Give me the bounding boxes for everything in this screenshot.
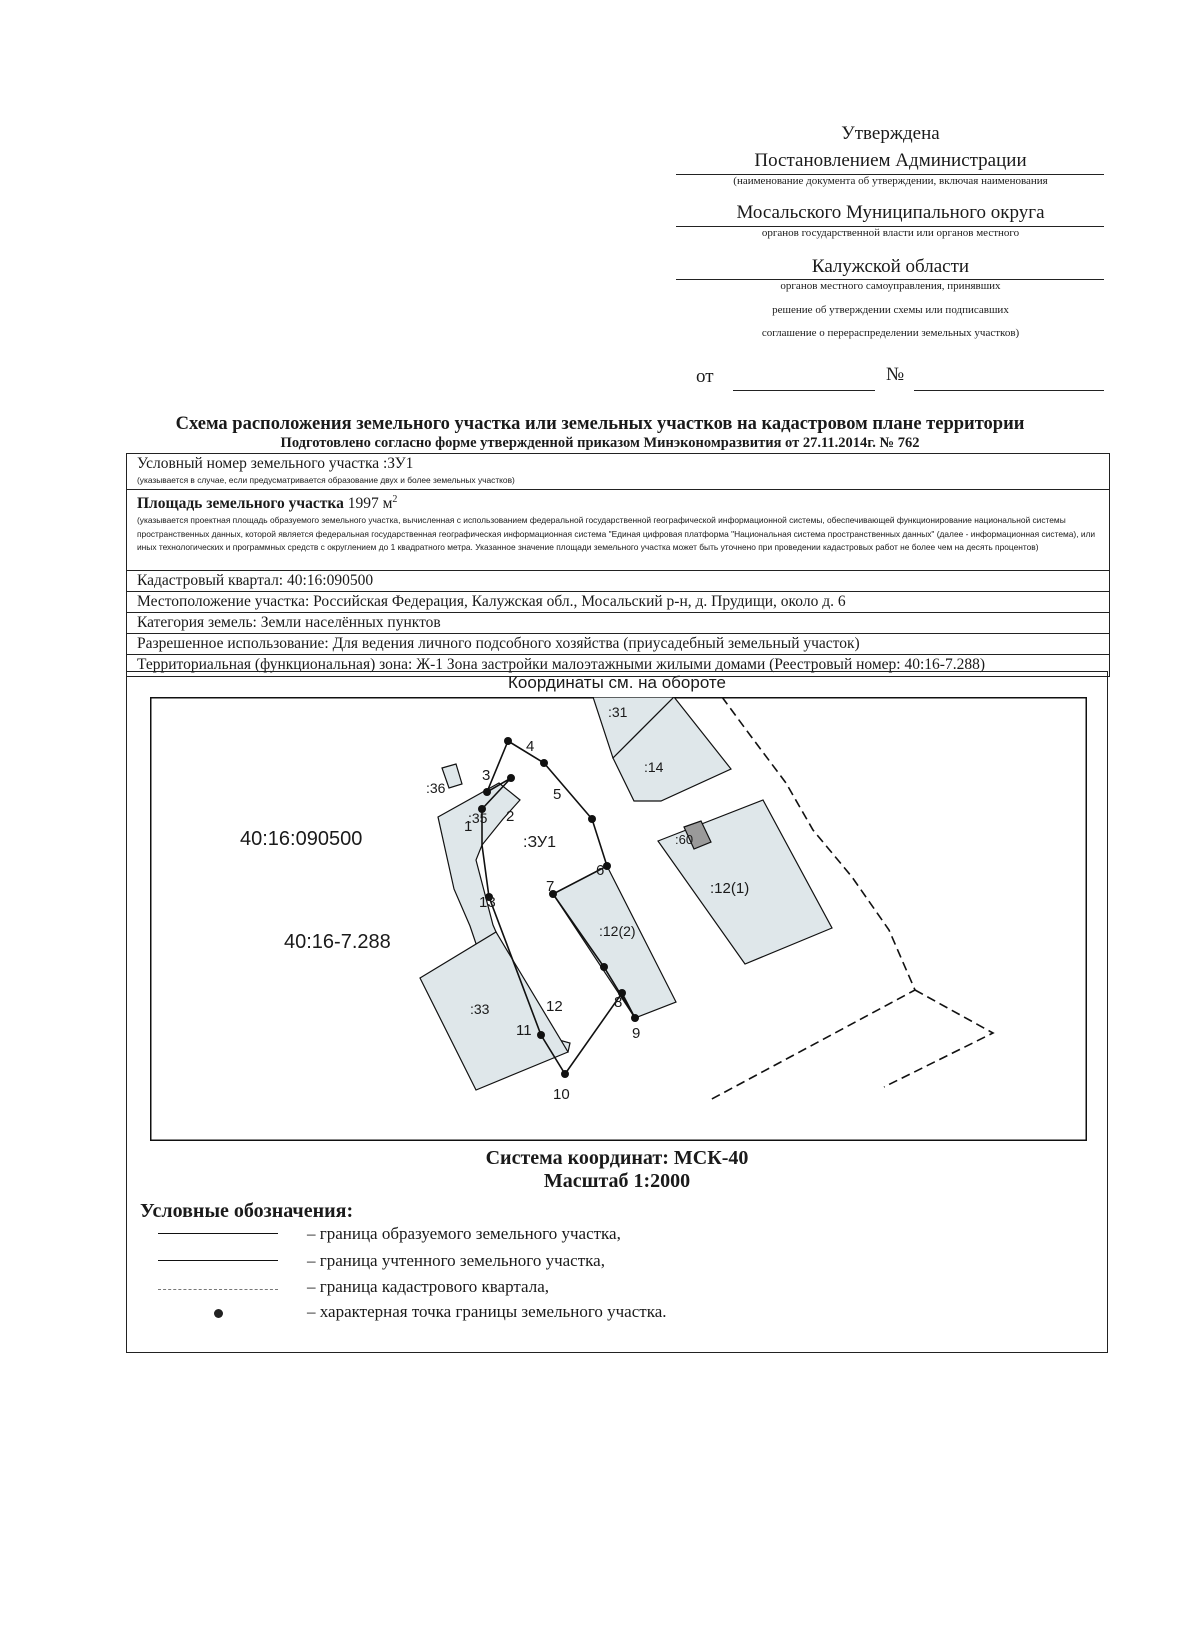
approval-note-4: решение об утверждении схемы или подписавших (772, 304, 1009, 316)
area-unit-power: 2 (392, 494, 398, 505)
boundary-point-3 (483, 788, 491, 796)
parcel-14-label: :14 (644, 759, 664, 775)
territorial-zone: Территориальная (функциональная) зона: Ж-1 Зона застройки малоэтажными жилыми домами (Реестровый номер: 40:16-7.288) (137, 656, 985, 673)
land-category: Категория земель: Земли населённых пунктов (127, 613, 1109, 634)
legend-quarter: – граница кадастрового квартала, (307, 1277, 549, 1296)
approval-note-2: органов государственной власти или органов местного (761, 227, 1020, 239)
info-table (126, 453, 1110, 677)
page-title: Схема расположения земельного участка или земельных участков на кадастровом плане территории (175, 414, 1025, 434)
boundary-point-13 (537, 1031, 545, 1039)
approval-from-label: от (696, 366, 714, 387)
legend-title: Условные обозначения: (140, 1200, 354, 1222)
area-note: (указывается проектная площадь образуемого земельного участка, вычисленная с использованием федеральной государственной географической информационной системы, обеспечивающей функционирование национальной системы пространственных данных, которой является федеральная государственная географическая информационная система "Единая цифровая платформа "Национальная система пространственных данных" (далее - информационная система), или иных технологических и программных средств с округлением до 1 квадратного метра. Указанное значение площади земельного участка может быть уточнено при проведении кадастровых работ не более чем на десять процентов) (137, 515, 1096, 553)
point-label-10: 10 (553, 1086, 570, 1103)
point-label-13: 13 (479, 894, 496, 911)
cadastral-quarter: Кадастровый квартал: 40:16:090500 (127, 571, 1109, 592)
parcel-35-label: :35 (468, 810, 488, 826)
quarter-label: 40:16:090500 (240, 828, 363, 850)
coords-note: Координаты см. на обороте (508, 673, 726, 692)
page-subtitle: Подготовлено согласно форме утвержденной приказом Минэкономразвития от 27.11.2014г. № 762 (280, 435, 920, 451)
approval-date-field (733, 390, 875, 391)
coordinate-system: Система координат: МСК-40 (485, 1147, 749, 1169)
area-unit: м (382, 495, 393, 513)
cadastral-map (150, 697, 1087, 1141)
legend-new-plot-line (158, 1233, 278, 1234)
area-value: 1997 (347, 495, 379, 513)
approval-region: Калужской области (811, 256, 970, 277)
plot-number: Условный номер земельного участка :ЗУ1 (137, 455, 414, 472)
legend-point-marker (214, 1309, 223, 1318)
legend-registered-plot-line (158, 1260, 278, 1261)
parcel-12-2-label: :12(2) (599, 923, 636, 939)
area-line (137, 490, 1109, 514)
approval-decree: Постановлением Администрации (754, 150, 1027, 171)
approval-note-3: органов местного самоуправления, принявших (780, 280, 1001, 292)
boundary-point-10 (631, 1014, 639, 1022)
point-label-9: 9 (632, 1025, 641, 1042)
legend-registered-plot: – граница учтенного земельного участка, (307, 1251, 605, 1270)
new-plot-label: :ЗУ1 (523, 834, 556, 851)
parcel-12-1-label: :12(1) (710, 880, 750, 897)
approval-note-5: соглашение о перераспределении земельных участков) (761, 327, 1020, 339)
plot-number-note: (указывается в случае, если предусматривается образование двух и более земельных участков) (137, 475, 515, 485)
boundary-point-5 (540, 759, 548, 767)
approval-number-label: № (886, 364, 905, 385)
row-plot-number (127, 454, 1109, 490)
legend-new-plot: – граница образуемого земельного участка, (307, 1224, 621, 1243)
row-area (127, 490, 1109, 571)
boundary-point-12 (561, 1070, 569, 1078)
quarter-boundary-2 (884, 990, 993, 1087)
plot-location: Местоположение участка: Российская Федерация, Калужская обл., Мосальский р-н, д. Прудищи, около д. 6 (127, 592, 1109, 613)
approval-note-1: (наименование документа об утверждении, включая наименования (733, 175, 1048, 187)
boundary-point-6 (588, 815, 596, 823)
point-label-1: 1 (464, 818, 473, 835)
legend-point: – характерная точка границы земельного участка. (307, 1302, 667, 1321)
approval-number-field (914, 390, 1104, 391)
point-label-5: 5 (553, 786, 562, 803)
parcel-33-label: :33 (470, 1001, 490, 1017)
point-label-11: 11 (516, 1022, 532, 1039)
boundary-point-2 (507, 774, 515, 782)
approval-approved: Утверждена (841, 123, 940, 144)
parcel-36-label: :36 (426, 780, 446, 796)
zone-label: 40:16-7.288 (284, 931, 391, 953)
boundary-point-9 (600, 963, 608, 971)
area-label: Площадь земельного участка (137, 495, 344, 513)
point-label-3: 3 (482, 767, 491, 784)
point-label-12: 12 (546, 998, 563, 1015)
permitted-use: Разрешенное использование: Для ведения личного подсобного хозяйства (приусадебный земельный участок) (127, 634, 1109, 655)
point-label-4: 4 (526, 738, 535, 755)
approval-municipality: Мосальского Муниципального округа (736, 202, 1045, 223)
point-label-8: 8 (614, 994, 623, 1011)
parcel-31-label: :31 (608, 704, 628, 720)
point-label-6: 6 (596, 862, 605, 879)
boundary-point-4 (504, 737, 512, 745)
map-scale: Масштаб 1:2000 (543, 1170, 691, 1192)
legend-quarter-line (158, 1289, 278, 1290)
point-label-7: 7 (546, 878, 555, 895)
point-label-2: 2 (506, 808, 515, 825)
parcel-60-label: :60 (675, 832, 694, 847)
